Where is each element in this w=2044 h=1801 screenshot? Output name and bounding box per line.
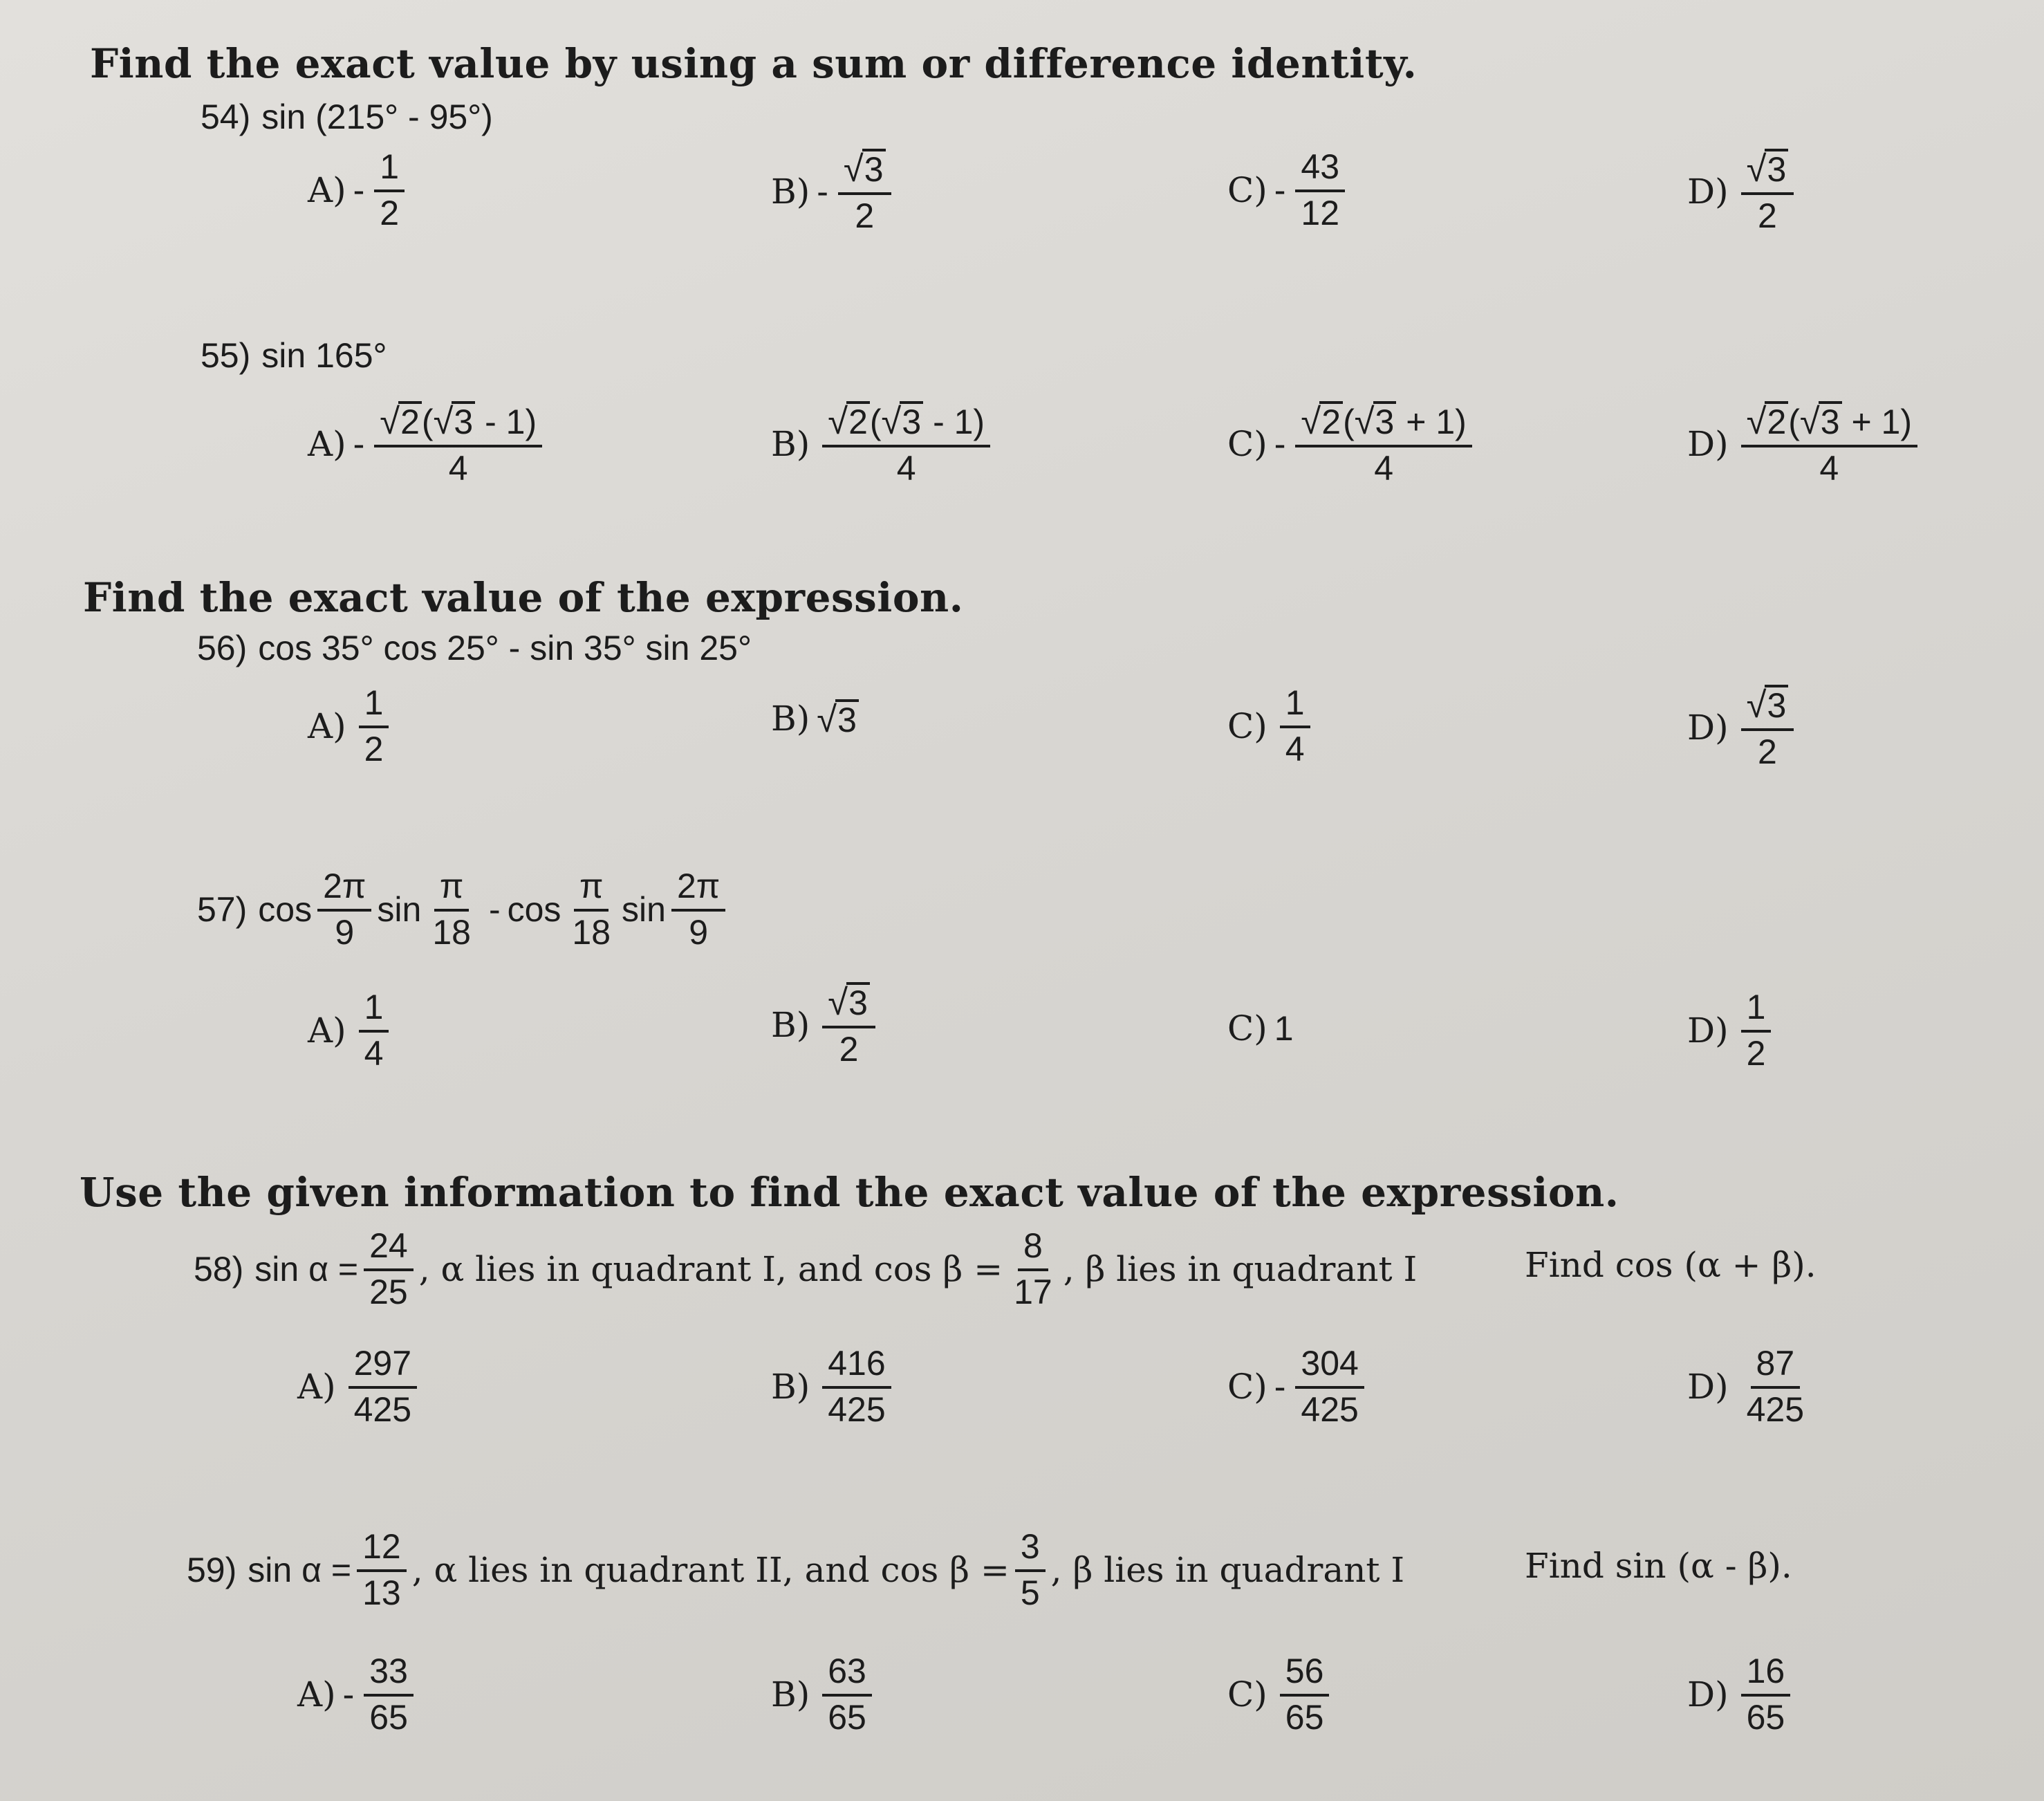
numerator: 416 xyxy=(822,1345,891,1389)
question-number: 56) xyxy=(197,629,248,667)
question-59: 59) sin α = $\frac{12}{13}$ , α lies in quadrant II, and cos β = $\frac{3}{5}$ , β lies in quadrant I xyxy=(187,1527,1405,1612)
denominator: 65 xyxy=(828,1697,866,1737)
fraction xyxy=(838,149,891,234)
choice-sign: - xyxy=(353,170,365,210)
denominator: 65 xyxy=(1285,1697,1324,1737)
choice-letter: A) xyxy=(308,1010,346,1051)
denominator: 2 xyxy=(380,193,400,232)
numerator: 16 xyxy=(1741,1653,1791,1697)
choice-letter: C) xyxy=(1227,705,1267,746)
fraction xyxy=(374,149,405,231)
q58-choice-a[interactable] xyxy=(297,1345,422,1428)
fraction: √ 2 ( √ 3 - 1) 4 xyxy=(374,401,542,486)
denominator: 2 xyxy=(1746,1033,1766,1073)
radical: √ 3 xyxy=(844,149,886,188)
numerator: 1 xyxy=(1741,989,1772,1033)
radical: √ 3 xyxy=(1747,149,1789,188)
denominator: 425 xyxy=(828,1389,886,1429)
fraction: $\frac{\pi}{18}$ xyxy=(432,867,471,952)
q58-choice-d[interactable] xyxy=(1687,1345,1815,1428)
fraction: $\frac{\pi}{18}$ xyxy=(572,867,611,952)
denominator: 4 xyxy=(1374,448,1394,488)
choice-letter: C) xyxy=(1227,1366,1267,1407)
denominator: 65 xyxy=(1746,1697,1785,1737)
q54-choice-a[interactable] xyxy=(308,149,410,231)
denominator: 4 xyxy=(364,1033,384,1073)
numerator: 43 xyxy=(1295,149,1345,192)
q59-choice-b[interactable] xyxy=(771,1653,877,1735)
choice-letter: A) xyxy=(297,1674,336,1715)
question-57: 57) cos $\frac{2\pi}{9}$ sin $\frac{\pi}{18}$ - cos $\frac{\pi}{18}$ sin $\frac{2\pi}{9}$ xyxy=(197,868,731,950)
choice-sign: - xyxy=(342,1674,355,1714)
q59-choice-a[interactable] xyxy=(297,1653,419,1735)
question-number: 55) xyxy=(201,336,251,375)
q55-choice-c[interactable] xyxy=(1227,401,1478,486)
q59-choice-c[interactable] xyxy=(1227,1653,1335,1735)
q57-choice-d[interactable] xyxy=(1687,989,1776,1071)
radical: √ 3 xyxy=(1355,401,1397,441)
numerator: 33 xyxy=(364,1653,414,1697)
fraction xyxy=(1295,1345,1364,1428)
choice-letter: D) xyxy=(1687,1674,1729,1715)
fraction xyxy=(1295,149,1345,231)
numerator: 1 xyxy=(374,149,405,192)
fraction xyxy=(822,1345,891,1428)
choice-value: 1 xyxy=(1274,1009,1294,1048)
q59-choice-d[interactable] xyxy=(1687,1653,1796,1735)
fraction xyxy=(1741,989,1772,1071)
choice-letter: D) xyxy=(1687,1010,1729,1051)
fraction xyxy=(364,1653,414,1735)
numerator: 1 xyxy=(359,989,389,1033)
choice-letter: B) xyxy=(771,1004,810,1045)
radical: √ 3 xyxy=(434,401,476,441)
radical: √ 2 xyxy=(1301,401,1343,441)
fraction xyxy=(359,685,389,767)
q57-choice-a[interactable] xyxy=(308,989,394,1071)
fraction: $\frac{12}{13}$ xyxy=(357,1528,407,1611)
question-number: 58) xyxy=(194,1249,244,1289)
denominator: 2 xyxy=(855,196,875,235)
fraction xyxy=(1741,685,1794,770)
q58-choice-c[interactable] xyxy=(1227,1345,1370,1428)
numerator: 1 xyxy=(1280,685,1310,728)
q54-choice-b[interactable] xyxy=(771,149,897,234)
denominator: 2 xyxy=(839,1029,859,1069)
fraction: √ 2 ( √ 3 + 1) 4 xyxy=(1295,401,1471,486)
choice-letter: A) xyxy=(308,705,346,746)
numerator: 63 xyxy=(822,1653,872,1697)
fraction xyxy=(822,1653,872,1735)
numerator: 56 xyxy=(1280,1653,1330,1697)
numerator: 87 xyxy=(1751,1345,1801,1389)
choice-letter: D) xyxy=(1687,423,1729,464)
radical: √ 3 xyxy=(1800,401,1842,441)
question-number: 59) xyxy=(187,1550,237,1589)
q56-choice-b[interactable] xyxy=(771,699,859,739)
radical: √ 3 xyxy=(828,982,870,1022)
q56-choice-c[interactable] xyxy=(1227,685,1316,767)
denominator: 4 xyxy=(1285,729,1305,768)
question-number: 54) xyxy=(201,98,251,136)
radical: √ 2 xyxy=(1747,401,1789,441)
section-heading-given-info: Use the given information to find the exact value of the expression. xyxy=(80,1169,1619,1216)
fraction: √ 2 ( √ 3 - 1) 4 xyxy=(822,401,990,486)
radical: √ 2 xyxy=(828,401,870,441)
q54-choice-d[interactable] xyxy=(1687,149,1799,234)
choice-letter: B) xyxy=(771,423,810,464)
choice-letter: D) xyxy=(1687,707,1729,748)
radical: √ 3 xyxy=(882,401,924,441)
fraction xyxy=(1741,1345,1810,1428)
q55-choice-d[interactable] xyxy=(1687,401,1923,486)
question-expression: cos 35° cos 25° - sin 35° sin 25° xyxy=(258,629,752,667)
radical: √ 3 xyxy=(1747,685,1789,724)
q58-choice-b[interactable] xyxy=(771,1345,897,1428)
fraction: $\frac{3}{5}$ xyxy=(1015,1528,1046,1611)
denominator: 4 xyxy=(448,448,468,488)
choice-sign: - xyxy=(1274,424,1286,463)
fraction xyxy=(359,989,389,1071)
denominator: 425 xyxy=(353,1389,412,1429)
q56-choice-a[interactable] xyxy=(308,685,394,767)
q55-choice-a[interactable] xyxy=(308,401,548,486)
question-59-find: Find sin (α - β). xyxy=(1525,1546,1792,1586)
question-number: 57) xyxy=(197,889,248,929)
radical: √ 3 xyxy=(817,699,859,739)
question-58: 58) sin α = $\frac{24}{25}$ , α lies in quadrant I, and cos β = $\frac{8}{17}$ , β lies in quadrant I xyxy=(194,1226,1418,1311)
question-55 xyxy=(201,335,387,376)
fraction xyxy=(1741,1653,1791,1735)
question-expression: sin (215° - 95°) xyxy=(261,98,493,136)
fraction: $\frac{24}{25}$ xyxy=(364,1228,414,1310)
question-56 xyxy=(197,628,752,668)
q57-choice-b[interactable] xyxy=(771,982,881,1067)
fraction: √ 2 ( √ 3 + 1) 4 xyxy=(1741,401,1917,486)
section-heading-expression: Find the exact value of the expression. xyxy=(83,574,964,621)
q55-choice-b[interactable] xyxy=(771,401,996,486)
q54-choice-c[interactable] xyxy=(1227,149,1350,231)
denominator: 2 xyxy=(1758,732,1777,771)
numerator: 1 xyxy=(359,685,389,728)
fraction xyxy=(1741,149,1794,234)
choice-sign: - xyxy=(817,172,828,211)
numerator: 297 xyxy=(349,1345,417,1389)
choice-letter: A) xyxy=(308,169,346,210)
choice-letter: D) xyxy=(1687,1366,1729,1407)
choice-letter: C) xyxy=(1227,1008,1267,1049)
denominator: 65 xyxy=(369,1697,408,1737)
q57-choice-c[interactable] xyxy=(1227,1008,1294,1049)
fraction: $\frac{2\pi}{9}$ xyxy=(671,868,725,950)
radical: √ 2 xyxy=(380,401,422,441)
q56-choice-d[interactable] xyxy=(1687,685,1799,770)
denominator: 4 xyxy=(896,448,916,488)
choice-letter: B) xyxy=(771,171,810,212)
choice-letter: B) xyxy=(771,1674,810,1715)
question-58-find: Find cos (α + β). xyxy=(1525,1245,1817,1285)
choice-sign: - xyxy=(1274,170,1286,210)
choice-sign: - xyxy=(353,424,365,463)
fraction: $\frac{8}{17}$ xyxy=(1014,1226,1052,1311)
denominator: 425 xyxy=(1746,1389,1805,1429)
fraction xyxy=(822,982,875,1067)
choice-letter: B) xyxy=(771,699,810,739)
fraction xyxy=(1280,1653,1330,1735)
fraction xyxy=(1280,685,1310,767)
fraction xyxy=(349,1345,417,1428)
denominator: 425 xyxy=(1301,1389,1359,1429)
question-expression: sin 165° xyxy=(261,336,387,375)
fraction: $\frac{2\pi}{9}$ xyxy=(317,868,371,950)
choice-letter: A) xyxy=(308,423,346,464)
numerator: 304 xyxy=(1295,1345,1364,1389)
section-heading-identity: Find the exact value by using a sum or difference identity. xyxy=(90,40,1418,87)
choice-letter: B) xyxy=(771,1366,810,1407)
choice-letter: C) xyxy=(1227,423,1267,464)
choice-letter: C) xyxy=(1227,1674,1267,1715)
question-54 xyxy=(201,97,493,137)
denominator: 12 xyxy=(1301,193,1340,232)
choice-letter: C) xyxy=(1227,169,1267,210)
choice-sign: - xyxy=(1274,1367,1286,1406)
denominator: 4 xyxy=(1819,448,1839,488)
denominator: 2 xyxy=(1758,196,1777,235)
choice-letter: A) xyxy=(297,1366,336,1407)
denominator: 2 xyxy=(364,729,384,768)
choice-letter: D) xyxy=(1687,171,1729,212)
